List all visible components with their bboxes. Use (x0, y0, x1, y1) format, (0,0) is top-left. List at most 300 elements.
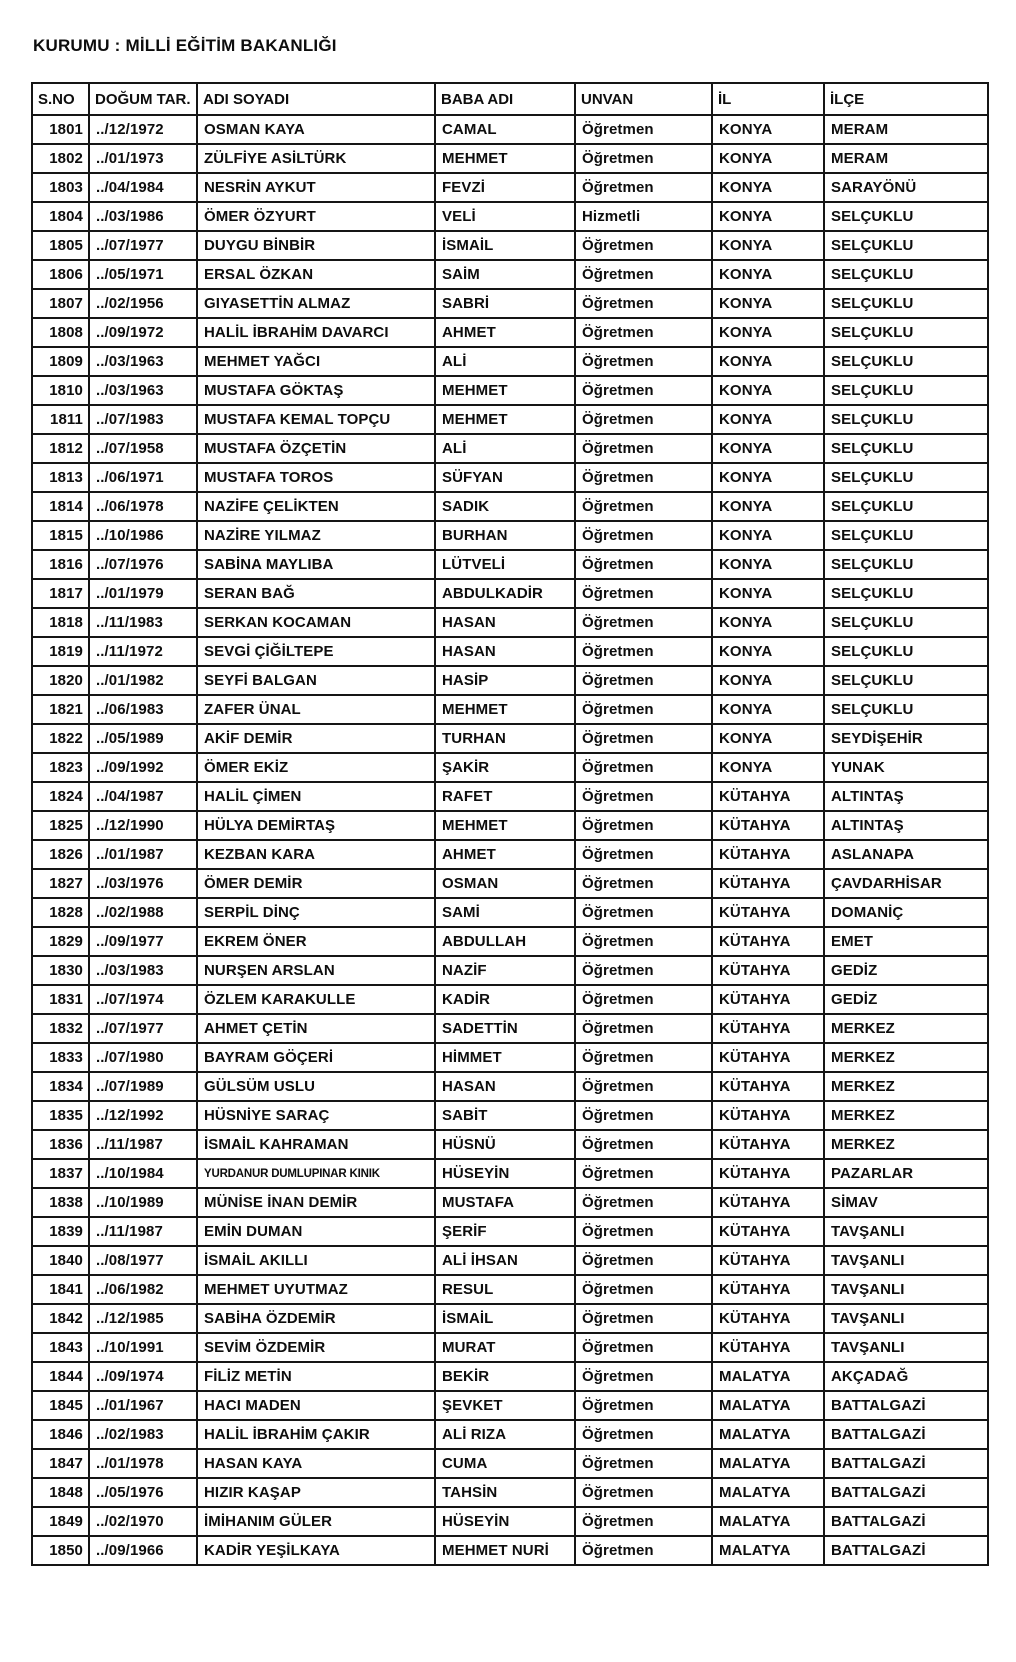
table-row (32, 434, 988, 463)
cell-birthdate: ../12/1992 (89, 1101, 197, 1130)
header-cell-district: İLÇE (824, 83, 988, 115)
cell-title: Öğretmen (575, 463, 712, 492)
cell-title: Öğretmen (575, 376, 712, 405)
cell-birthdate: ../07/1977 (89, 231, 197, 260)
cell-father-name: VELİ (435, 202, 575, 231)
cell-name: HALİL İBRAHİM ÇAKIR (197, 1420, 435, 1449)
cell-province: KONYA (712, 115, 824, 144)
cell-title: Öğretmen (575, 811, 712, 840)
cell-sno: 1805 (32, 231, 89, 260)
cell-district: MERKEZ (824, 1072, 988, 1101)
cell-name: İSMAİL KAHRAMAN (197, 1130, 435, 1159)
cell-district: SİMAV (824, 1188, 988, 1217)
cell-district: MERAM (824, 144, 988, 173)
cell-birthdate: ../01/1978 (89, 1449, 197, 1478)
cell-sno: 1830 (32, 956, 89, 985)
table-row (32, 1362, 988, 1391)
cell-title: Öğretmen (575, 1043, 712, 1072)
cell-father-name: SADIK (435, 492, 575, 521)
cell-birthdate: ../06/1982 (89, 1275, 197, 1304)
cell-name: KEZBAN KARA (197, 840, 435, 869)
cell-father-name: SÜFYAN (435, 463, 575, 492)
cell-district: SELÇUKLU (824, 231, 988, 260)
cell-sno: 1806 (32, 260, 89, 289)
cell-father-name: RESUL (435, 1275, 575, 1304)
header-cell-title: UNVAN (575, 83, 712, 115)
cell-title: Öğretmen (575, 695, 712, 724)
cell-district: TAVŞANLI (824, 1217, 988, 1246)
table-row (32, 898, 988, 927)
cell-sno: 1835 (32, 1101, 89, 1130)
cell-province: KONYA (712, 405, 824, 434)
cell-title: Öğretmen (575, 492, 712, 521)
cell-province: KONYA (712, 144, 824, 173)
cell-name: MUSTAFA GÖKTAŞ (197, 376, 435, 405)
cell-title: Öğretmen (575, 869, 712, 898)
cell-title: Öğretmen (575, 347, 712, 376)
cell-sno: 1821 (32, 695, 89, 724)
cell-name: NURŞEN ARSLAN (197, 956, 435, 985)
cell-district: ÇAVDARHİSAR (824, 869, 988, 898)
cell-title: Öğretmen (575, 1449, 712, 1478)
cell-name: AHMET ÇETİN (197, 1014, 435, 1043)
cell-district: BATTALGAZİ (824, 1478, 988, 1507)
cell-father-name: SADETTİN (435, 1014, 575, 1043)
cell-province: KÜTAHYA (712, 840, 824, 869)
cell-name: SABİNA MAYLIBA (197, 550, 435, 579)
cell-name: NESRİN AYKUT (197, 173, 435, 202)
cell-province: KÜTAHYA (712, 1101, 824, 1130)
cell-district: SELÇUKLU (824, 492, 988, 521)
cell-birthdate: ../01/1979 (89, 579, 197, 608)
cell-father-name: ALİ RIZA (435, 1420, 575, 1449)
cell-title: Öğretmen (575, 1159, 712, 1188)
cell-district: MERKEZ (824, 1043, 988, 1072)
cell-province: KÜTAHYA (712, 1159, 824, 1188)
cell-father-name: SABİT (435, 1101, 575, 1130)
cell-sno: 1844 (32, 1362, 89, 1391)
cell-title: Öğretmen (575, 550, 712, 579)
cell-title: Öğretmen (575, 260, 712, 289)
cell-name: MÜNİSE İNAN DEMİR (197, 1188, 435, 1217)
cell-sno: 1849 (32, 1507, 89, 1536)
cell-province: KÜTAHYA (712, 1014, 824, 1043)
cell-province: KONYA (712, 231, 824, 260)
cell-sno: 1845 (32, 1391, 89, 1420)
cell-father-name: MEHMET (435, 144, 575, 173)
cell-father-name: MURAT (435, 1333, 575, 1362)
cell-title: Öğretmen (575, 318, 712, 347)
cell-sno: 1818 (32, 608, 89, 637)
cell-father-name: OSMAN (435, 869, 575, 898)
cell-sno: 1810 (32, 376, 89, 405)
cell-birthdate: ../12/1985 (89, 1304, 197, 1333)
cell-birthdate: ../10/1984 (89, 1159, 197, 1188)
cell-province: KONYA (712, 289, 824, 318)
table-row (32, 1101, 988, 1130)
cell-father-name: HASİP (435, 666, 575, 695)
cell-father-name: HASAN (435, 1072, 575, 1101)
cell-name: MUSTAFA ÖZÇETİN (197, 434, 435, 463)
cell-father-name: FEVZİ (435, 173, 575, 202)
cell-title: Öğretmen (575, 1478, 712, 1507)
cell-province: KONYA (712, 666, 824, 695)
cell-title: Öğretmen (575, 1362, 712, 1391)
cell-birthdate: ../10/1991 (89, 1333, 197, 1362)
cell-province: MALATYA (712, 1449, 824, 1478)
cell-province: KÜTAHYA (712, 985, 824, 1014)
cell-father-name: HASAN (435, 637, 575, 666)
cell-sno: 1841 (32, 1275, 89, 1304)
cell-birthdate: ../01/1987 (89, 840, 197, 869)
table-row (32, 753, 988, 782)
cell-province: MALATYA (712, 1391, 824, 1420)
cell-province: KONYA (712, 376, 824, 405)
cell-sno: 1817 (32, 579, 89, 608)
cell-birthdate: ../02/1970 (89, 1507, 197, 1536)
cell-province: MALATYA (712, 1362, 824, 1391)
cell-name: SERAN BAĞ (197, 579, 435, 608)
cell-sno: 1846 (32, 1420, 89, 1449)
cell-sno: 1816 (32, 550, 89, 579)
cell-birthdate: ../06/1978 (89, 492, 197, 521)
cell-title: Öğretmen (575, 434, 712, 463)
cell-father-name: CUMA (435, 1449, 575, 1478)
cell-father-name: MEHMET (435, 376, 575, 405)
cell-sno: 1823 (32, 753, 89, 782)
table-row (32, 1333, 988, 1362)
cell-name: ÖMER DEMİR (197, 869, 435, 898)
cell-name: ÖMER EKİZ (197, 753, 435, 782)
table-row (32, 173, 988, 202)
cell-sno: 1848 (32, 1478, 89, 1507)
cell-birthdate: ../03/1986 (89, 202, 197, 231)
cell-name: MEHMET YAĞCI (197, 347, 435, 376)
cell-title: Öğretmen (575, 1246, 712, 1275)
cell-title: Öğretmen (575, 1217, 712, 1246)
cell-father-name: ŞEVKET (435, 1391, 575, 1420)
cell-sno: 1815 (32, 521, 89, 550)
header-cell-sno: S.NO (32, 83, 89, 115)
cell-birthdate: ../11/1987 (89, 1217, 197, 1246)
cell-sno: 1826 (32, 840, 89, 869)
cell-province: MALATYA (712, 1507, 824, 1536)
cell-father-name: İSMAİL (435, 231, 575, 260)
table-row (32, 608, 988, 637)
cell-title: Öğretmen (575, 956, 712, 985)
cell-name: HÜSNİYE SARAÇ (197, 1101, 435, 1130)
cell-province: KONYA (712, 637, 824, 666)
header-cell-name: ADI SOYADI (197, 83, 435, 115)
cell-district: MERKEZ (824, 1014, 988, 1043)
cell-district: MERKEZ (824, 1101, 988, 1130)
cell-province: KONYA (712, 434, 824, 463)
cell-father-name: ALİ İHSAN (435, 1246, 575, 1275)
cell-name: AKİF DEMİR (197, 724, 435, 753)
cell-name: İMİHANIM GÜLER (197, 1507, 435, 1536)
cell-district: TAVŞANLI (824, 1304, 988, 1333)
cell-sno: 1801 (32, 115, 89, 144)
header-cell-province: İL (712, 83, 824, 115)
table-row (32, 1130, 988, 1159)
cell-birthdate: ../07/1989 (89, 1072, 197, 1101)
cell-district: SELÇUKLU (824, 347, 988, 376)
cell-father-name: CAMAL (435, 115, 575, 144)
cell-father-name: HÜSEYİN (435, 1159, 575, 1188)
cell-father-name: ŞERİF (435, 1217, 575, 1246)
cell-father-name: MUSTAFA (435, 1188, 575, 1217)
cell-province: KONYA (712, 260, 824, 289)
table-row (32, 1217, 988, 1246)
cell-title: Öğretmen (575, 1391, 712, 1420)
table-row (32, 115, 988, 144)
table-row (32, 463, 988, 492)
cell-name: EMİN DUMAN (197, 1217, 435, 1246)
table-row (32, 985, 988, 1014)
cell-sno: 1838 (32, 1188, 89, 1217)
table-row (32, 695, 988, 724)
cell-province: KÜTAHYA (712, 811, 824, 840)
table-row (32, 579, 988, 608)
cell-father-name: HÜSNÜ (435, 1130, 575, 1159)
cell-district: SELÇUKLU (824, 637, 988, 666)
cell-name: GIYASETTİN ALMAZ (197, 289, 435, 318)
cell-father-name: ALİ (435, 434, 575, 463)
cell-district: SELÇUKLU (824, 550, 988, 579)
cell-name: DUYGU BİNBİR (197, 231, 435, 260)
cell-name: SEVİM ÖZDEMİR (197, 1333, 435, 1362)
cell-birthdate: ../03/1983 (89, 956, 197, 985)
cell-sno: 1839 (32, 1217, 89, 1246)
table-row (32, 1043, 988, 1072)
cell-father-name: İSMAİL (435, 1304, 575, 1333)
cell-district: SELÇUKLU (824, 289, 988, 318)
table-row (32, 260, 988, 289)
cell-sno: 1833 (32, 1043, 89, 1072)
cell-province: KÜTAHYA (712, 782, 824, 811)
cell-birthdate: ../04/1987 (89, 782, 197, 811)
cell-birthdate: ../10/1986 (89, 521, 197, 550)
cell-district: ALTINTAŞ (824, 811, 988, 840)
cell-province: KÜTAHYA (712, 869, 824, 898)
table-row (32, 1246, 988, 1275)
cell-title: Öğretmen (575, 753, 712, 782)
cell-province: MALATYA (712, 1420, 824, 1449)
cell-province: KONYA (712, 695, 824, 724)
cell-birthdate: ../10/1989 (89, 1188, 197, 1217)
cell-name: ERSAL ÖZKAN (197, 260, 435, 289)
cell-sno: 1824 (32, 782, 89, 811)
cell-province: KÜTAHYA (712, 1043, 824, 1072)
cell-province: KÜTAHYA (712, 1275, 824, 1304)
table-row (32, 144, 988, 173)
cell-sno: 1837 (32, 1159, 89, 1188)
cell-title: Hizmetli (575, 202, 712, 231)
cell-sno: 1829 (32, 927, 89, 956)
cell-father-name: HİMMET (435, 1043, 575, 1072)
cell-province: KÜTAHYA (712, 1072, 824, 1101)
table-row (32, 869, 988, 898)
table-row (32, 1159, 988, 1188)
cell-name: FİLİZ METİN (197, 1362, 435, 1391)
cell-province: KÜTAHYA (712, 1217, 824, 1246)
cell-father-name: MEHMET (435, 811, 575, 840)
cell-sno: 1807 (32, 289, 89, 318)
table-row (32, 231, 988, 260)
cell-province: KONYA (712, 492, 824, 521)
cell-sno: 1827 (32, 869, 89, 898)
cell-province: KONYA (712, 463, 824, 492)
table-row (32, 202, 988, 231)
cell-birthdate: ../07/1983 (89, 405, 197, 434)
cell-sno: 1828 (32, 898, 89, 927)
cell-sno: 1832 (32, 1014, 89, 1043)
cell-district: BATTALGAZİ (824, 1449, 988, 1478)
table-row (32, 1188, 988, 1217)
cell-father-name: MEHMET (435, 405, 575, 434)
cell-father-name: ABDULLAH (435, 927, 575, 956)
cell-name: BAYRAM GÖÇERİ (197, 1043, 435, 1072)
cell-district: SELÇUKLU (824, 521, 988, 550)
cell-birthdate: ../05/1971 (89, 260, 197, 289)
table-row (32, 1478, 988, 1507)
table-row (32, 1014, 988, 1043)
cell-birthdate: ../07/1980 (89, 1043, 197, 1072)
table-row (32, 1449, 988, 1478)
cell-province: KÜTAHYA (712, 1246, 824, 1275)
cell-title: Öğretmen (575, 289, 712, 318)
cell-province: KÜTAHYA (712, 898, 824, 927)
cell-province: MALATYA (712, 1478, 824, 1507)
cell-district: BATTALGAZİ (824, 1391, 988, 1420)
cell-title: Öğretmen (575, 1275, 712, 1304)
cell-title: Öğretmen (575, 1507, 712, 1536)
cell-name: HIZIR KAŞAP (197, 1478, 435, 1507)
cell-title: Öğretmen (575, 144, 712, 173)
cell-sno: 1814 (32, 492, 89, 521)
cell-birthdate: ../02/1956 (89, 289, 197, 318)
table-row (32, 927, 988, 956)
cell-birthdate: ../02/1988 (89, 898, 197, 927)
cell-district: TAVŞANLI (824, 1246, 988, 1275)
table-row (32, 492, 988, 521)
cell-name: SEYFİ BALGAN (197, 666, 435, 695)
cell-district: BATTALGAZİ (824, 1507, 988, 1536)
cell-title: Öğretmen (575, 1014, 712, 1043)
cell-title: Öğretmen (575, 637, 712, 666)
cell-district: EMET (824, 927, 988, 956)
cell-district: ASLANAPA (824, 840, 988, 869)
cell-province: KONYA (712, 173, 824, 202)
cell-birthdate: ../03/1963 (89, 347, 197, 376)
table-row (32, 724, 988, 753)
cell-father-name: TURHAN (435, 724, 575, 753)
cell-district: PAZARLAR (824, 1159, 988, 1188)
cell-name: HÜLYA DEMİRTAŞ (197, 811, 435, 840)
cell-birthdate: ../09/1992 (89, 753, 197, 782)
cell-title: Öğretmen (575, 231, 712, 260)
table-row (32, 376, 988, 405)
cell-title: Öğretmen (575, 173, 712, 202)
cell-father-name: SAİM (435, 260, 575, 289)
cell-sno: 1840 (32, 1246, 89, 1275)
cell-district: SELÇUKLU (824, 260, 988, 289)
cell-province: KÜTAHYA (712, 1333, 824, 1362)
cell-title: Öğretmen (575, 1188, 712, 1217)
cell-province: KÜTAHYA (712, 1304, 824, 1333)
table-row (32, 1304, 988, 1333)
cell-province: KONYA (712, 347, 824, 376)
cell-district: AKÇADAĞ (824, 1362, 988, 1391)
cell-father-name: SABRİ (435, 289, 575, 318)
cell-province: KONYA (712, 202, 824, 231)
cell-title: Öğretmen (575, 840, 712, 869)
cell-district: DOMANİÇ (824, 898, 988, 927)
cell-name: HACI MADEN (197, 1391, 435, 1420)
cell-district: SARAYÖNÜ (824, 173, 988, 202)
cell-birthdate: ../04/1984 (89, 173, 197, 202)
cell-sno: 1803 (32, 173, 89, 202)
cell-name: SERPİL DİNÇ (197, 898, 435, 927)
cell-father-name: LÜTVELİ (435, 550, 575, 579)
cell-sno: 1842 (32, 1304, 89, 1333)
cell-father-name: ALİ (435, 347, 575, 376)
cell-province: KONYA (712, 579, 824, 608)
cell-sno: 1831 (32, 985, 89, 1014)
cell-birthdate: ../06/1971 (89, 463, 197, 492)
cell-sno: 1820 (32, 666, 89, 695)
cell-province: KÜTAHYA (712, 1188, 824, 1217)
cell-name: ZÜLFİYE ASİLTÜRK (197, 144, 435, 173)
cell-district: YUNAK (824, 753, 988, 782)
cell-birthdate: ../05/1976 (89, 1478, 197, 1507)
cell-sno: 1811 (32, 405, 89, 434)
cell-province: KONYA (712, 521, 824, 550)
table-row (32, 1072, 988, 1101)
cell-birthdate: ../11/1972 (89, 637, 197, 666)
cell-sno: 1834 (32, 1072, 89, 1101)
table-row (32, 637, 988, 666)
table-row (32, 318, 988, 347)
cell-title: Öğretmen (575, 115, 712, 144)
cell-district: SELÇUKLU (824, 579, 988, 608)
table-row (32, 811, 988, 840)
cell-district: MERKEZ (824, 1130, 988, 1159)
table-row (32, 956, 988, 985)
cell-title: Öğretmen (575, 927, 712, 956)
cell-district: SELÇUKLU (824, 463, 988, 492)
cell-name: SABİHA ÖZDEMİR (197, 1304, 435, 1333)
cell-title: Öğretmen (575, 1536, 712, 1565)
cell-birthdate: ../07/1974 (89, 985, 197, 1014)
cell-father-name: ŞAKİR (435, 753, 575, 782)
table-body (32, 115, 988, 1565)
cell-name: HASAN KAYA (197, 1449, 435, 1478)
cell-birthdate: ../01/1973 (89, 144, 197, 173)
cell-district: SEYDİŞEHİR (824, 724, 988, 753)
table-row (32, 289, 988, 318)
cell-birthdate: ../07/1977 (89, 1014, 197, 1043)
cell-name: HALİL ÇİMEN (197, 782, 435, 811)
cell-title: Öğretmen (575, 1130, 712, 1159)
cell-father-name: SAMİ (435, 898, 575, 927)
cell-title: Öğretmen (575, 1420, 712, 1449)
cell-birthdate: ../06/1983 (89, 695, 197, 724)
cell-district: SELÇUKLU (824, 318, 988, 347)
cell-title: Öğretmen (575, 782, 712, 811)
table-row (32, 666, 988, 695)
table-row (32, 550, 988, 579)
